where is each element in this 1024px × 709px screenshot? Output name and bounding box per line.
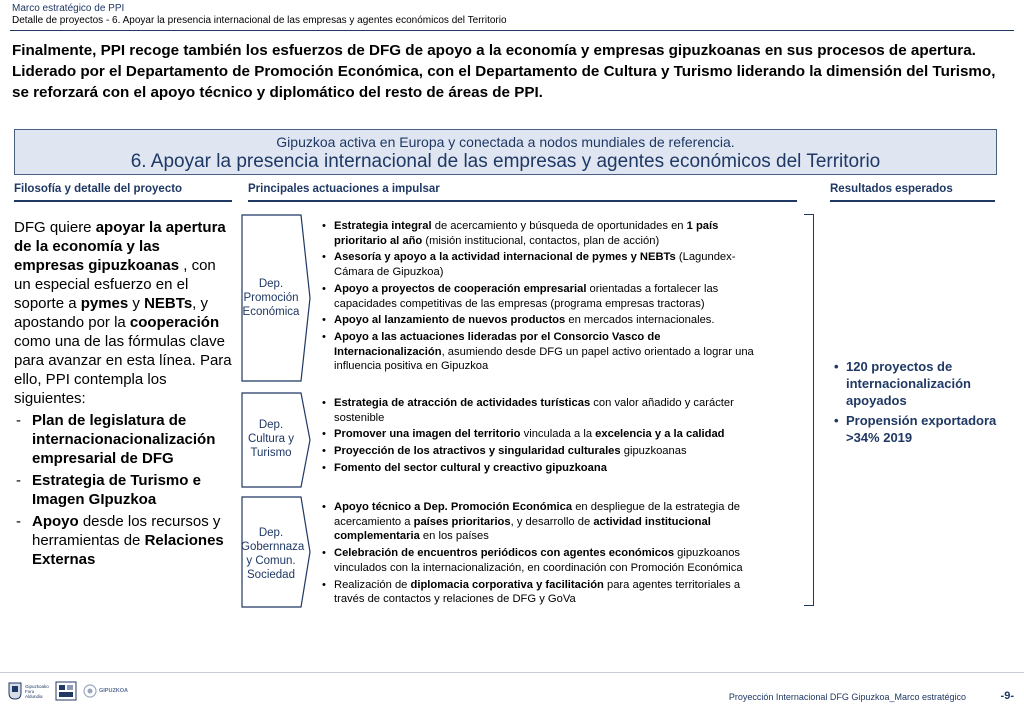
list-item: • Asesoría y apoyo a la actividad internacional de pymes y NEBTs (Lagundex-Cámara de Gipuzkoa) — [320, 250, 770, 279]
dept-label: Promoción — [243, 292, 299, 304]
footer-divider — [0, 672, 1024, 673]
logo-text: Gipuzkoako Foru Aldundia — [25, 683, 49, 699]
actions-bracket — [804, 214, 814, 606]
dept-label: Sociedad — [247, 569, 295, 581]
dept-label: Dep. — [258, 278, 284, 290]
header-divider — [10, 30, 1014, 31]
dept-promocion-economica — [241, 214, 311, 382]
list-item: • Fomento del sector cultural y creactivo gipuzkoana — [320, 461, 770, 476]
dept-label: Dep. — [258, 419, 284, 431]
philosophy-list — [14, 411, 232, 569]
list-item: • Apoyo al lanzamiento de nuevos productos en mercados internacionales. — [320, 313, 770, 328]
dept-label: Económica — [242, 306, 300, 318]
list-item: • Celebración de encuentros periódicos con agentes económicos gipuzkoanos vinculados con la internacionalización, en coordinación con Promoción Económica — [320, 546, 770, 575]
dept-label: y Comun. — [246, 555, 296, 567]
dept-label: Dep. — [258, 527, 284, 539]
column-header-philosophy: Filosofía y detalle del proyecto — [14, 183, 232, 202]
actions-group-gobernanza — [320, 500, 770, 609]
dept-label: Gobernnaza — [241, 541, 305, 553]
column-header-actions: Principales actuaciones a impulsar — [248, 183, 797, 202]
banner-subtitle: Gipuzkoa activa en Europa y conectada a nodos mundiales de referencia. — [276, 134, 735, 150]
list-item: • Estrategia de atracción de actividades turísticas con valor añadido y carácter sostenible — [320, 396, 770, 425]
slide-header — [12, 3, 507, 27]
list-item: • Apoyo a proyectos de cooperación empresarial orientadas a fortalecer las capacidades competitivas de las empresas (programa empresas tractoras) — [320, 282, 770, 311]
header-section: Marco estratégico de PPI — [12, 3, 125, 14]
list-item: • Proyección de los atractivos y singularidad culturales gipuzkoanas — [320, 444, 770, 459]
dept-cultura-turismo — [241, 392, 311, 488]
gipuzkoa-crest-logo — [8, 682, 49, 700]
actions-group-promocion — [320, 219, 770, 376]
list-item: • Estrategia integral de acercamiento y búsqueda de oportunidades en 1 país prioritario al año (misión institucional, contactos, plan de acción) — [320, 219, 770, 248]
page-number: -9- — [1000, 690, 1014, 702]
list-item: • Promover una imagen del territorio vinculada a la excelencia y a la calidad — [320, 427, 770, 442]
philosophy-text — [14, 218, 232, 569]
emblem-icon — [55, 681, 77, 701]
intro-paragraph: Finalmente, PPI recoge también los esfuerzos de DFG de apoyo a la economía y empresas gipuzkoanas en sus procesos de apertura. Liderado por el Departamento de Promoción Económica, con el Departamento de Cultura y Turismo liderando la dimensión del Turismo, se reforzará con el apoyo técnico y diplomático del resto de áreas de PPI. — [12, 42, 996, 101]
list-item: - Apoyo desde los recursos y herramientas de Relaciones Externas — [14, 512, 232, 569]
list-item: • Realización de diplomacia corporativa y facilitación para agentes territoriales a través de contactos y relaciones de DFG y GoVa — [320, 578, 770, 607]
footer-text: Proyección Internacional DFG Gipuzkoa_Marco estratégico — [728, 692, 966, 702]
expected-results — [832, 358, 997, 449]
list-item: - Plan de legislatura de internacionacionalización empresarial de DFG — [14, 411, 232, 468]
dept-label: Cultura y — [247, 433, 295, 445]
header-subtitle: Detalle de proyectos - 6. Apoyar la presencia internacional de las empresas y agentes económicos del Territorio — [12, 15, 507, 26]
list-item: • Propensión exportadora >34% 2019 — [832, 412, 997, 446]
gipuzkoa-brand-logo — [83, 684, 128, 698]
list-item: • 120 proyectos de internacionalización apoyados — [832, 358, 997, 409]
list-item: • Apoyo técnico a Dep. Promoción Económica en despliegue de la estrategia de acercamiento a países prioritarios, y desarrollo de actividad institucional complementaria en los países — [320, 500, 770, 544]
crest-icon — [8, 682, 22, 700]
list-item: - Estrategia de Turismo e Imagen GIpuzkoa — [14, 471, 232, 509]
title-banner — [14, 129, 997, 175]
banner-title: 6. Apoyar la presencia internacional de las empresas y agentes económicos del Territorio — [130, 151, 881, 172]
dept-gobernanza — [241, 496, 311, 608]
footer-logos — [8, 681, 128, 701]
circle-logo-icon — [83, 684, 97, 698]
philosophy-paragraph: DFG quiere apoyar la apertura de la economía y las empresas gipuzkoanas , con un especial esfuerzo en el soporte a pymes y NEBTs, y apostando por la cooperación como una de las fórmulas clave para avanzar en esta línea. Para ello, PPI contempla los siguientes: — [14, 219, 232, 407]
actions-group-cultura — [320, 396, 770, 478]
list-item: • Apoyo a las actuaciones lideradas por el Consorcio Vasco de Internacionalización, asumiendo desde DFG un papel activo orientado a lograr una influencia positiva en Gipuzkoa — [320, 330, 770, 374]
column-header-results: Resultados esperados — [830, 183, 995, 202]
logo-text: GIPUZKOA — [99, 688, 129, 694]
dept-label: Turismo — [250, 447, 292, 459]
